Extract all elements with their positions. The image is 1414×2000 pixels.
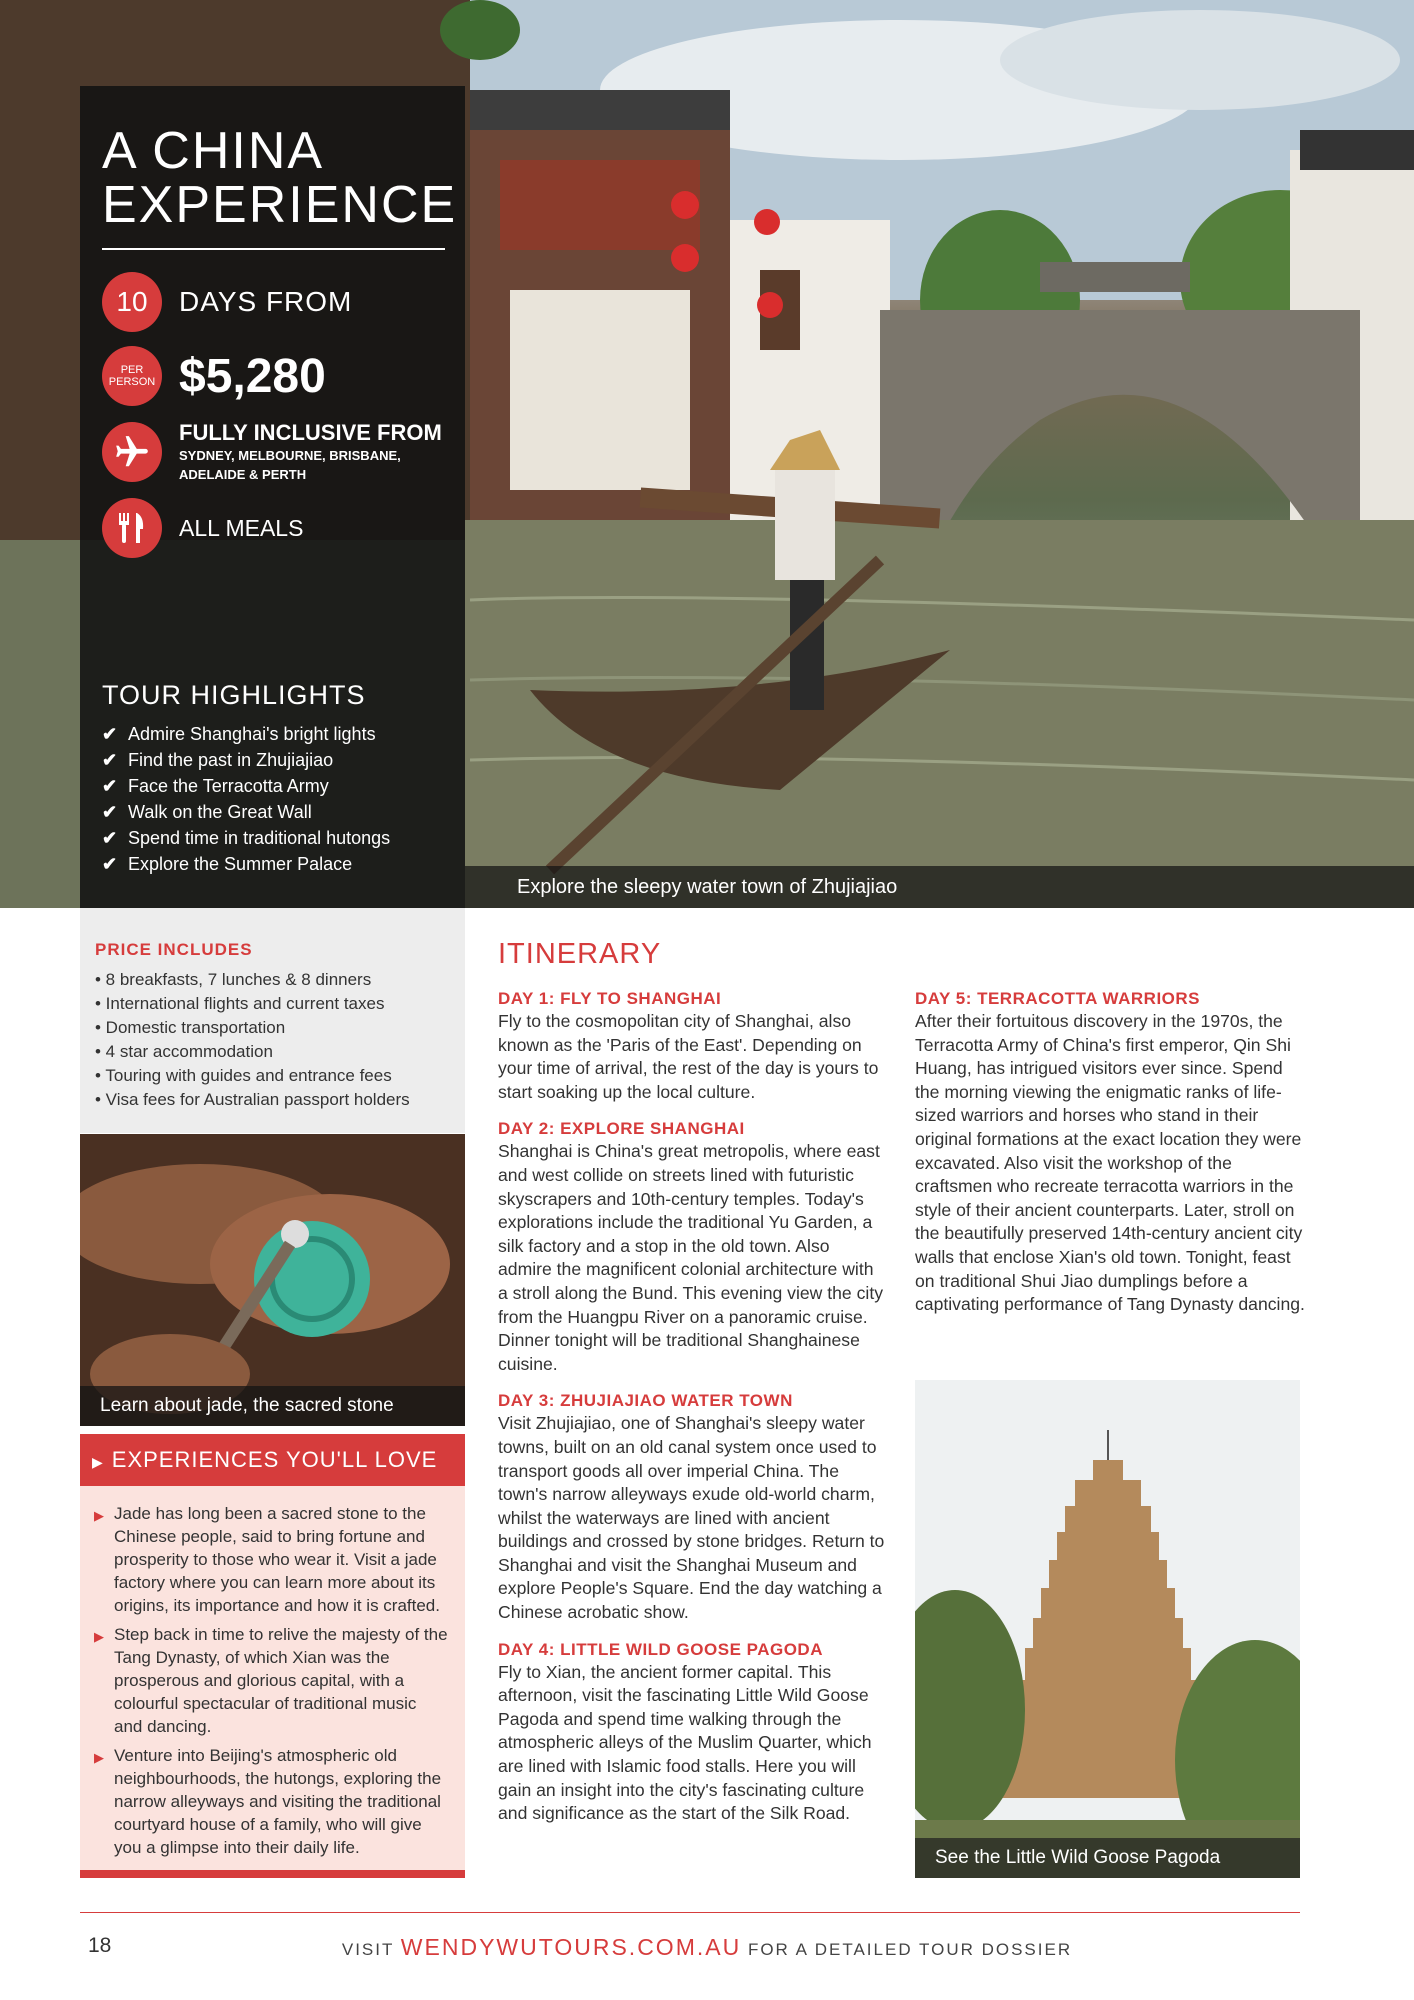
highlight-item xyxy=(102,799,445,825)
day-heading: DAY 4: LITTLE WILD GOOSE PAGODA xyxy=(498,1639,823,1659)
title-line-1: A CHINA xyxy=(102,122,325,180)
itinerary-day xyxy=(498,1118,888,1376)
hero-caption: Explore the sleepy water town of Zhujiajiao xyxy=(465,866,1414,908)
experience-item xyxy=(94,1502,449,1617)
experiences-bottom-bar xyxy=(80,1870,465,1878)
tour-highlights xyxy=(102,680,445,877)
price-includes-list xyxy=(95,968,450,1112)
tour-info-panel xyxy=(80,86,465,908)
price-fact xyxy=(102,346,443,406)
list-item: • International flights and current taxes xyxy=(95,994,385,1013)
pagoda-photo xyxy=(915,1380,1300,1878)
experience-text: Jade has long been a sacred stone to the Chinese people, said to bring fortune and prosperity to those who wear it. Visit a jade factory where you can learn more about its origins, its importance and how it is crafted. xyxy=(114,1504,440,1615)
duration-fact xyxy=(102,272,443,332)
inclusive-cities-line-2: ADELAIDE & PERTH xyxy=(179,467,307,482)
list-item: • Visa fees for Australian passport holders xyxy=(95,1090,410,1109)
day-heading: DAY 1: FLY TO SHANGHAI xyxy=(498,989,722,1008)
tour-title xyxy=(102,122,458,234)
highlight-text: Explore the Summer Palace xyxy=(128,854,353,874)
days-label: DAYS FROM xyxy=(179,286,353,317)
highlight-text: Admire Shanghai's bright lights xyxy=(128,724,376,744)
pagoda-illustration xyxy=(915,1380,1300,1878)
tour-price: $5,280 xyxy=(179,349,326,403)
highlight-text: Find the past in Zhujiajiao xyxy=(128,750,334,770)
cutlery-icon xyxy=(102,498,162,558)
experiences-list xyxy=(94,1502,449,1859)
itinerary-title: ITINERARY xyxy=(498,938,662,970)
meals-fact xyxy=(102,498,443,558)
day-heading: DAY 3: ZHUJIAJIAO WATER TOWN xyxy=(498,1391,793,1411)
title-line-2: EXPERIENCE xyxy=(102,176,458,234)
flights-fact xyxy=(102,420,443,484)
highlight-text: Spend time in traditional hutongs xyxy=(128,828,391,848)
check-icon: ✔ xyxy=(102,828,118,848)
check-icon: ✔ xyxy=(102,724,118,744)
jade-carving-photo xyxy=(80,1134,465,1426)
check-icon: ✔ xyxy=(102,802,118,822)
highlight-text: Face the Terracotta Army xyxy=(128,776,329,796)
check-icon: ✔ xyxy=(102,750,118,770)
list-item: • 4 star accommodation xyxy=(95,1042,273,1061)
itinerary-day xyxy=(498,1390,888,1624)
triangle-arrow-icon: ▶ xyxy=(94,1629,104,1644)
triangle-arrow-icon: ▶ xyxy=(94,1750,104,1765)
list-item: • Domestic transportation xyxy=(95,1018,286,1037)
itinerary-day xyxy=(915,988,1305,1317)
triangle-arrow-icon: ▶ xyxy=(92,1454,104,1470)
plane-icon xyxy=(102,422,162,482)
day-text: Shanghai is China's great metropolis, where east and west collide on streets lined with futuristic skyscrapers and 10th-century temples. Today's explorations include the traditional Yu Garden, a silk factory and a stop in the old town. Also admire the magnificent colonial architecture with a stroll along the Bund. This evening view the city from the Huangpu River on a panoramic cruise. Dinner tonight will be traditional Shanghainese cuisine. xyxy=(498,1141,884,1374)
highlights-list xyxy=(102,721,445,877)
experience-text: Venture into Beijing's atmospheric old neighbourhoods, the hutongs, exploring the narrow alleyways and visiting the traditional courtyard house of a family, who will give you a glimpse into their daily life. xyxy=(114,1746,442,1857)
experiences-header xyxy=(80,1434,465,1486)
experiences-title: EXPERIENCES YOU'LL LOVE xyxy=(111,1447,438,1472)
hero-photo xyxy=(0,0,1414,908)
footer-divider xyxy=(80,1912,1300,1913)
inclusive-cities-line-1: SYDNEY, MELBOURNE, BRISBANE, xyxy=(179,448,401,463)
per-person-line-1: PER xyxy=(120,364,144,376)
experience-item xyxy=(94,1744,449,1859)
highlight-item xyxy=(102,851,445,877)
footer-cta xyxy=(0,1934,1414,1961)
day-heading: DAY 5: TERRACOTTA WARRIORS xyxy=(915,989,1201,1008)
itinerary-column-left xyxy=(498,988,888,1840)
highlights-title: TOUR HIGHLIGHTS xyxy=(102,680,366,710)
highlight-item xyxy=(102,773,445,799)
list-item: • 8 breakfasts, 7 lunches & 8 dinners xyxy=(95,970,372,989)
highlight-text: Walk on the Great Wall xyxy=(128,802,312,822)
highlight-item xyxy=(102,721,445,747)
per-person-line-2: PERSON xyxy=(108,376,156,388)
experience-item xyxy=(94,1623,449,1738)
days-number: 10 xyxy=(116,286,148,317)
itinerary-day xyxy=(498,988,888,1104)
list-item: • Touring with guides and entrance fees xyxy=(95,1066,392,1085)
day-text: Fly to the cosmopolitan city of Shanghai, also known as the 'Paris of the East'. Depending on your time of arrival, the rest of the day is yours to start soaking up the local culture. xyxy=(498,1011,879,1102)
day-heading: DAY 2: EXPLORE SHANGHAI xyxy=(498,1119,745,1139)
days-badge xyxy=(102,272,162,332)
footer-visit-label: VISIT xyxy=(341,1940,395,1959)
day-text: Visit Zhujiajiao, one of Shanghai's sleepy water towns, built on an old canal system once used to transport goods all over imperial China. The town's narrow alleyways exude old-world charm, whilst the waterways are lined with ancient buildings and crossed by stone bridges. Return to Shanghai and visit the Shanghai Museum and explore People's Square. End the day watching a Chinese acrobatic show. xyxy=(498,1413,885,1623)
price-includes-box xyxy=(80,908,465,1133)
itinerary-column-right xyxy=(915,988,1305,1331)
experience-text: Step back in time to relive the majesty of the Tang Dynasty, of which Xian was the prosperous and glorious capital, with a colourful spectacular of traditional music and dancing. xyxy=(114,1625,448,1736)
highlight-item xyxy=(102,825,445,851)
inclusive-label: FULLY INCLUSIVE FROM xyxy=(179,420,442,445)
day-text: After their fortuitous discovery in the 1970s, the Terracotta Army of China's first emperor, Qin Shi Huang, has intrigued visitors ever since. Spend the morning viewing the enigmatic ranks of life-sized warriors and horses who stand in their original formations at the exact location they were excavated. Also visit the workshop of the craftsmen who recreate terracotta warriors in the style of their ancient counterparts. Later, stroll on the beautifully preserved 14th-century ancient city walls that enclose Xian's old town. Tonight, feast on traditional Shui Jiao dumplings before a captivating performance of Tang Dynasty dancing. xyxy=(915,1011,1305,1315)
website-link[interactable]: WENDYWUTOURS.COM.AU xyxy=(400,1934,742,1960)
title-divider xyxy=(102,248,445,250)
jade-caption: Learn about jade, the sacred stone xyxy=(80,1386,465,1426)
experiences-body xyxy=(80,1486,465,1876)
check-icon: ✔ xyxy=(102,854,118,874)
itinerary-day xyxy=(498,1639,888,1826)
triangle-arrow-icon: ▶ xyxy=(94,1508,104,1523)
day-text: Fly to Xian, the ancient former capital. This afternoon, visit the fascinating Little Wild Goose Pagoda and spend time walking through the atmospheric alleys of the Muslim Quarter, which are lined with Islamic food stalls. Here you will gain an insight into the city's fascinating culture and significance as the start of the Silk Road. xyxy=(498,1661,872,1824)
highlight-item xyxy=(102,747,445,773)
per-person-badge xyxy=(102,346,162,406)
check-icon: ✔ xyxy=(102,776,118,796)
meals-label: ALL MEALS xyxy=(179,514,304,541)
jade-illustration xyxy=(80,1134,465,1426)
price-includes-title: PRICE INCLUDES xyxy=(95,940,253,959)
footer-dossier-label: FOR A DETAILED TOUR DOSSIER xyxy=(747,1940,1073,1959)
pagoda-caption: See the Little Wild Goose Pagoda xyxy=(915,1838,1300,1878)
page-number: 18 xyxy=(88,1934,112,1957)
